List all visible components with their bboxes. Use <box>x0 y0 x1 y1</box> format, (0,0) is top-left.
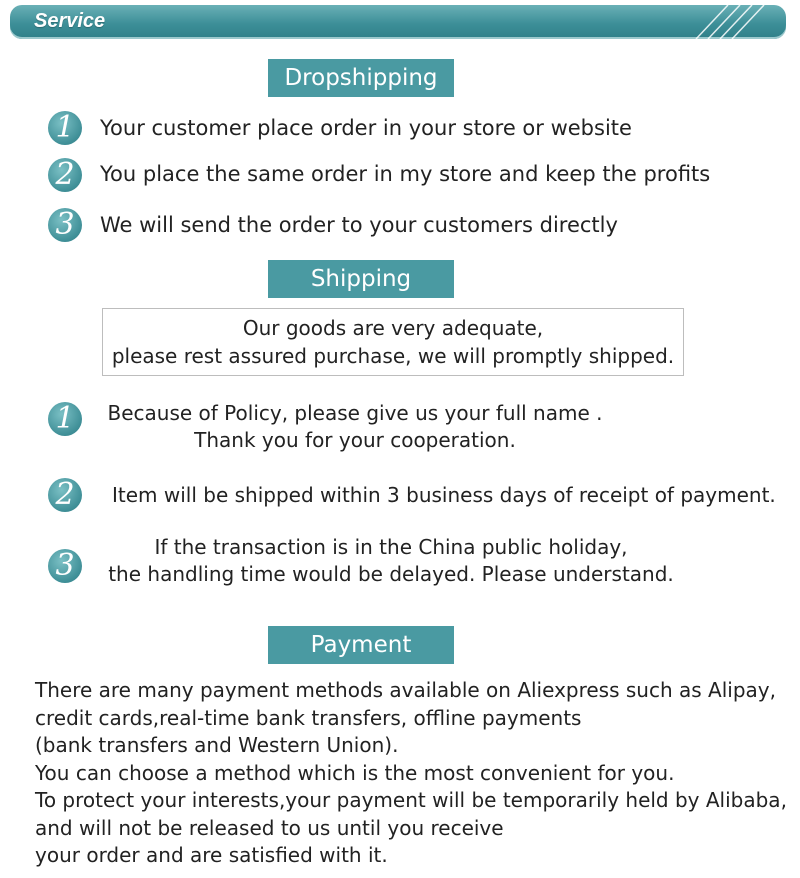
shipping-item-line: Because of Policy, please give us your full name . <box>107 401 603 425</box>
payment-line: credit cards,real-time bank transfers, offline payments <box>35 705 582 730</box>
payment-description <box>35 677 787 870</box>
shipping-item-text: Item will be shipped within 3 business days of receipt of payment. <box>112 483 776 507</box>
service-banner <box>10 5 786 39</box>
dropshipping-step-text: You place the same order in my store and keep the profits <box>100 162 711 186</box>
shipping-item-text <box>106 534 676 588</box>
shipping-number-badge: 3 <box>48 549 82 583</box>
banner-title: Service <box>34 10 106 32</box>
payment-line: To protect your interests,your payment will be temporarily held by Alibaba, <box>35 788 787 812</box>
shipping-item-line: If the transaction is in the China public holiday, <box>154 535 628 559</box>
payment-line: (bank transfers and Western Union). <box>35 733 399 757</box>
payment-line: your order and are satisfied with it. <box>35 843 388 867</box>
payment-header: Payment <box>268 626 454 664</box>
step-number-badge: 3 <box>48 208 82 242</box>
payment-line: and will not be released to us until you receive <box>35 815 504 840</box>
step-number-badge: 2 <box>48 158 82 192</box>
shipping-item-line: Thank you for your cooperation. <box>194 428 516 452</box>
notice-line: please rest assured purchase, we will promptly shipped. <box>111 344 675 368</box>
shipping-number-badge: 2 <box>48 478 82 512</box>
shipping-header: Shipping <box>268 260 454 298</box>
shipping-item-text <box>100 400 610 454</box>
shipping-notice-box <box>102 308 684 376</box>
payment-line: There are many payment methods available on Aliexpress such as Alipay, <box>35 678 776 702</box>
step-number-badge: 1 <box>48 111 82 145</box>
banner-stripes-decoration <box>636 5 786 39</box>
shipping-number-badge: 1 <box>48 402 82 436</box>
dropshipping-step-text: Your customer place order in your store or website <box>100 116 632 140</box>
shipping-item-line: the handling time would be delayed. Please understand. <box>108 562 674 586</box>
dropshipping-header: Dropshipping <box>268 59 454 97</box>
payment-line: You can choose a method which is the most convenient for you. <box>35 760 675 785</box>
dropshipping-step-text: We will send the order to your customers directly <box>100 213 618 237</box>
notice-line: Our goods are very adequate, <box>242 316 544 340</box>
